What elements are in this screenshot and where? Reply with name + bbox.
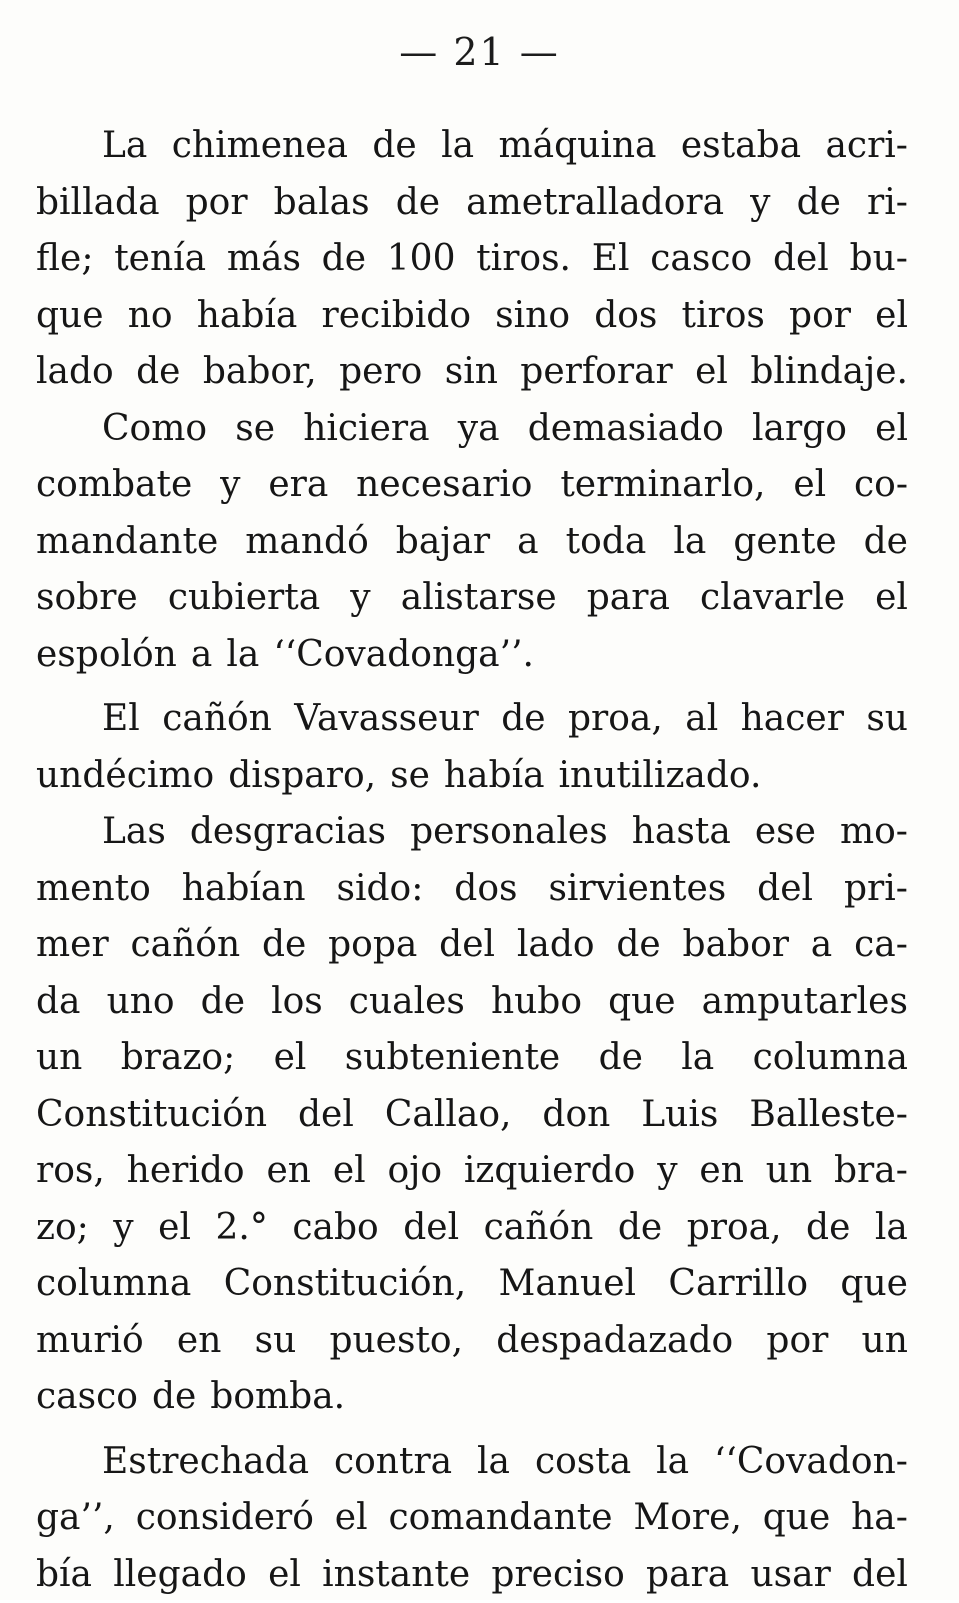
word: blindaje.	[750, 344, 908, 401]
word: espolón	[36, 627, 177, 684]
word: el	[158, 1200, 191, 1257]
word: hubo	[491, 974, 582, 1031]
word: no	[128, 288, 173, 345]
word: un	[766, 1143, 812, 1200]
word: al	[685, 691, 718, 748]
word: cubierta	[168, 570, 320, 627]
word: alistarse	[401, 570, 557, 627]
word: dos	[454, 861, 517, 918]
text-line	[36, 1143, 908, 1200]
text-line	[36, 917, 908, 974]
word: por	[766, 1313, 828, 1370]
word: de	[501, 691, 545, 748]
word: inutilizado.	[559, 748, 762, 805]
word: casco	[36, 1369, 138, 1426]
word: ‘‘Covadon-	[714, 1434, 908, 1491]
word: de	[372, 118, 416, 175]
word: sin	[445, 344, 498, 401]
text-line	[36, 288, 908, 345]
word: bomba.	[210, 1369, 345, 1426]
word: acri-	[825, 118, 908, 175]
word: en	[177, 1313, 222, 1370]
word: La	[102, 118, 147, 175]
text-line	[36, 344, 908, 401]
word: de	[618, 1200, 662, 1257]
word: largo	[752, 401, 847, 458]
word: Balleste-	[749, 1087, 908, 1144]
word: ri-	[867, 175, 908, 232]
word: Las	[102, 804, 166, 861]
word: comandante	[388, 1490, 612, 1547]
text-line	[36, 457, 908, 514]
word: bra-	[834, 1143, 908, 1200]
text-line	[36, 627, 908, 684]
word: Luis	[641, 1087, 718, 1144]
word: necesario	[356, 457, 532, 514]
word: en	[266, 1143, 311, 1200]
word: Como	[102, 401, 207, 458]
word: del	[852, 1547, 908, 1603]
word: ametralladora	[466, 175, 724, 232]
text-line	[36, 1369, 908, 1426]
text-line	[36, 748, 908, 805]
word: undécimo	[36, 748, 214, 805]
word: el	[793, 457, 826, 514]
word: que	[840, 1256, 908, 1313]
text-line	[36, 514, 908, 571]
word: el	[875, 288, 908, 345]
word: chimenea	[172, 118, 348, 175]
word: que	[763, 1490, 831, 1547]
word: bajar	[396, 514, 490, 571]
word: hiciera	[303, 401, 429, 458]
word: había	[197, 288, 298, 345]
word: ya	[458, 401, 500, 458]
text-line	[36, 1313, 908, 1370]
word: toda	[566, 514, 647, 571]
word: preciso	[491, 1547, 624, 1603]
word: da	[36, 974, 81, 1031]
word: ‘‘Covadonga’’.	[273, 627, 534, 684]
word: dos	[594, 288, 657, 345]
word: ros,	[36, 1143, 105, 1200]
word: mer	[36, 917, 109, 974]
word: Constitución	[36, 1087, 267, 1144]
word: murió	[36, 1313, 144, 1370]
word: fle;	[36, 231, 93, 288]
body-text	[36, 118, 908, 1603]
text-line	[36, 118, 908, 175]
word: recibido	[322, 288, 471, 345]
word: billada	[36, 175, 160, 232]
text-line	[36, 1087, 908, 1144]
word: a	[191, 627, 212, 684]
word: sido:	[337, 861, 424, 918]
word: columna	[36, 1256, 191, 1313]
word: tiros	[682, 288, 765, 345]
word: ha-	[851, 1490, 908, 1547]
word: estaba	[681, 118, 801, 175]
word: que	[608, 974, 676, 1031]
text-line	[36, 1030, 908, 1087]
word: la	[441, 118, 474, 175]
word: El	[102, 691, 140, 748]
word: cuales	[349, 974, 465, 1031]
word: y	[750, 175, 770, 232]
word: la	[226, 627, 259, 684]
text-line	[36, 175, 908, 232]
word: y	[657, 1143, 677, 1200]
word: proa,	[568, 691, 663, 748]
word: demasiado	[528, 401, 724, 458]
word: personales	[410, 804, 608, 861]
word: sobre	[36, 570, 138, 627]
word: se	[235, 401, 275, 458]
text-line	[36, 804, 908, 861]
word: 100	[387, 231, 456, 288]
word: co-	[854, 457, 908, 514]
text-line	[36, 691, 908, 748]
word: el	[333, 1143, 366, 1200]
word: máquina	[498, 118, 656, 175]
word: instante	[322, 1547, 470, 1603]
text-line	[36, 1490, 908, 1547]
word: cañón	[484, 1200, 594, 1257]
word: contra	[334, 1434, 452, 1491]
word: don	[542, 1087, 610, 1144]
word: de	[152, 1369, 196, 1426]
word: de	[806, 1200, 850, 1257]
word: Constitución,	[224, 1256, 467, 1313]
word: Callao,	[385, 1087, 512, 1144]
word: pero	[339, 344, 422, 401]
word: proa,	[687, 1200, 782, 1257]
word: de	[616, 917, 660, 974]
word: ese	[755, 804, 816, 861]
text-line	[36, 1434, 908, 1491]
word: babor,	[203, 344, 317, 401]
word: babor	[683, 917, 789, 974]
word: a	[811, 917, 832, 974]
word: Carrillo	[668, 1256, 808, 1313]
text-line	[36, 974, 908, 1031]
word: zo;	[36, 1200, 89, 1257]
word: la	[681, 1030, 714, 1087]
word: la	[656, 1434, 689, 1491]
word: El	[592, 231, 630, 288]
word: tenía	[114, 231, 206, 288]
text-line	[36, 231, 908, 288]
word: del	[298, 1087, 354, 1144]
word: el	[875, 570, 908, 627]
word: para	[646, 1547, 729, 1603]
word: herido	[127, 1143, 245, 1200]
word: de	[396, 175, 440, 232]
word: columna	[753, 1030, 908, 1087]
word: bu-	[850, 231, 908, 288]
word: del	[403, 1200, 459, 1257]
word: de	[322, 231, 366, 288]
word: su	[866, 691, 908, 748]
word: del	[773, 231, 829, 288]
word: que	[36, 288, 104, 345]
word: de	[797, 175, 841, 232]
word: consideró	[136, 1490, 314, 1547]
word: combate	[36, 457, 192, 514]
word: casco	[650, 231, 752, 288]
word: sino	[495, 288, 570, 345]
word: mento	[36, 861, 151, 918]
word: mandó	[245, 514, 369, 571]
word: había	[444, 748, 545, 805]
word: el	[875, 401, 908, 458]
word: subteniente	[345, 1030, 560, 1087]
word: el	[274, 1030, 307, 1087]
word: los	[271, 974, 323, 1031]
word: Estrechada	[102, 1434, 309, 1491]
word: hasta	[632, 804, 731, 861]
word: el	[268, 1547, 301, 1603]
word: ca-	[854, 917, 908, 974]
word: para	[587, 570, 670, 627]
text-line	[36, 1547, 908, 1603]
word: del	[439, 917, 495, 974]
word: desgracias	[190, 804, 386, 861]
word: bía	[36, 1547, 92, 1603]
word: del	[757, 861, 813, 918]
word: brazo;	[121, 1030, 236, 1087]
word: cañón	[130, 917, 240, 974]
word: More,	[633, 1490, 742, 1547]
text-line	[36, 1200, 908, 1257]
word: llegado	[113, 1547, 247, 1603]
word: y	[113, 1200, 133, 1257]
word: uno	[107, 974, 175, 1031]
word: popa	[328, 917, 417, 974]
word: de	[864, 514, 908, 571]
word: puesto,	[329, 1313, 463, 1370]
word: clavarle	[700, 570, 845, 627]
word: habían	[182, 861, 306, 918]
page-number: — 21 —	[0, 30, 959, 74]
word: amputarles	[702, 974, 908, 1031]
word: de	[262, 917, 306, 974]
word: pri-	[844, 861, 908, 918]
word: Vavasseur	[294, 691, 479, 748]
text-line	[36, 1256, 908, 1313]
word: Manuel	[499, 1256, 637, 1313]
word: tiros.	[476, 231, 571, 288]
word: ga’’,	[36, 1490, 115, 1547]
word: y	[350, 570, 370, 627]
word: se	[390, 748, 430, 805]
word: su	[255, 1313, 297, 1370]
text-line	[36, 401, 908, 458]
word: era	[268, 457, 328, 514]
word: por	[186, 175, 248, 232]
word: sirvientes	[548, 861, 726, 918]
word: terminarlo,	[560, 457, 765, 514]
word: de	[136, 344, 180, 401]
word: de	[201, 974, 245, 1031]
word: usar	[750, 1547, 830, 1603]
word: un	[36, 1030, 82, 1087]
word: mo-	[840, 804, 908, 861]
text-line	[36, 570, 908, 627]
word: cabo	[292, 1200, 378, 1257]
word: un	[862, 1313, 908, 1370]
word: hacer	[741, 691, 844, 748]
text-line	[36, 861, 908, 918]
word: en	[699, 1143, 744, 1200]
word: y	[220, 457, 240, 514]
word: costa	[535, 1434, 631, 1491]
word: más	[227, 231, 301, 288]
word: a	[517, 514, 538, 571]
word: cañón	[162, 691, 272, 748]
word: despadazado	[496, 1313, 733, 1370]
word: perforar	[520, 344, 672, 401]
word: balas	[274, 175, 370, 232]
word: disparo,	[228, 748, 376, 805]
word: de	[599, 1030, 643, 1087]
word: lado	[517, 917, 595, 974]
word: ojo	[388, 1143, 443, 1200]
word: el	[335, 1490, 368, 1547]
word: gente	[733, 514, 836, 571]
word: la	[477, 1434, 510, 1491]
word: el	[695, 344, 728, 401]
word: mandante	[36, 514, 218, 571]
word: 2.°	[216, 1200, 268, 1257]
word: la	[673, 514, 706, 571]
word: la	[875, 1200, 908, 1257]
word: lado	[36, 344, 114, 401]
word: por	[789, 288, 851, 345]
word: izquierdo	[464, 1143, 635, 1200]
